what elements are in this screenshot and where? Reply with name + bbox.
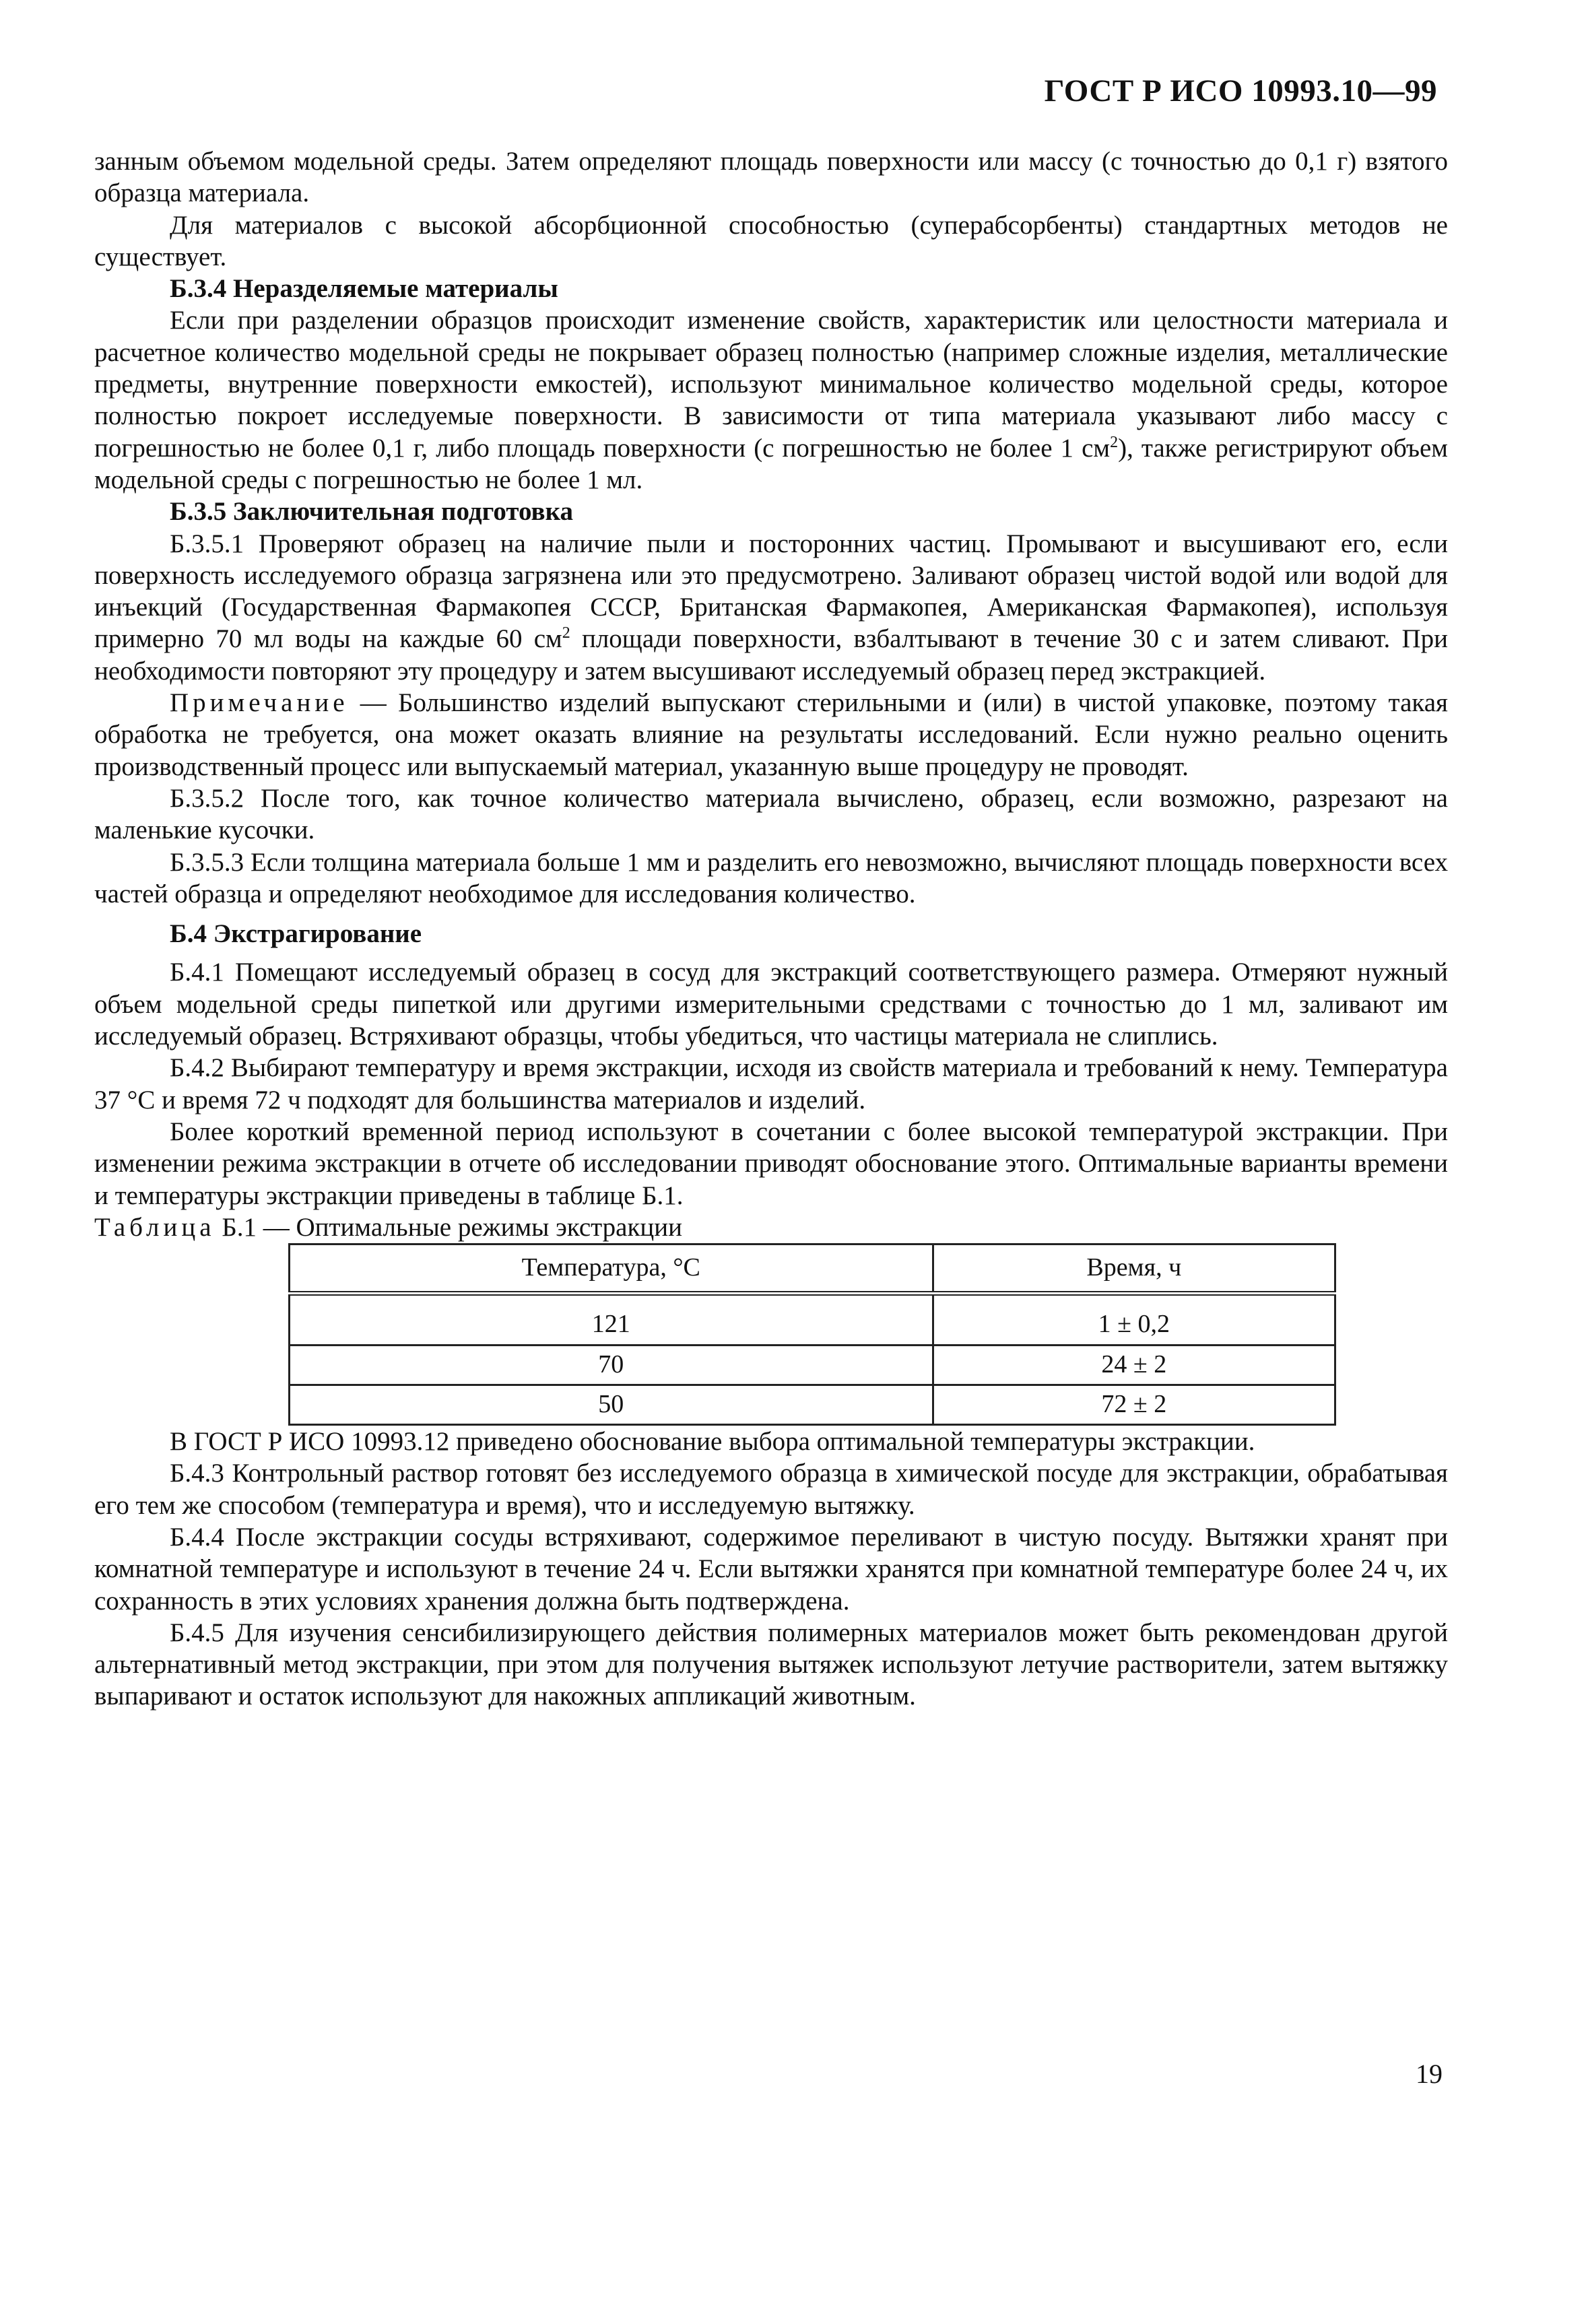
section-heading-b34: Б.3.4 Неразделяемые материалы <box>170 274 558 304</box>
table-cell: 72 ± 2 <box>933 1385 1335 1425</box>
paragraph: Б.3.5.2 После того, как точное количество материала вычислено, образец, если возможно, разрезают на маленькие кусочки. <box>94 783 1448 845</box>
section-heading-b35: Б.3.5 Заключительная подготовка <box>170 497 573 527</box>
paragraph: Б.4.5 Для изучения сенсибилизирующего действия полимерных материалов может быть рекомендован другой альтернативный метод экстракции, при этом для получения вытяжек используют летучие растворители, затем вытяжку выпаривают и остаток используют для накожных аппликаций животным. <box>94 1618 1448 1711</box>
table-cell: 70 <box>290 1346 933 1385</box>
table-header-row <box>290 1244 1335 1294</box>
note-text: — Большинство изделий выпускают стерильными и (или) в чистой упаковке, поэтому такая обработка не требуется, она может оказать влияние на результаты исследований. Если нужно реально оценить производственный процесс или выпускаемый материал, указанную выше процедуру не проводят. <box>94 688 1448 781</box>
document-header: ГОСТ Р ИСО 10993.10—99 <box>1044 73 1437 108</box>
section-heading-b4: Б.4 Экстрагирование <box>170 919 422 949</box>
paragraph: В ГОСТ Р ИСО 10993.12 приведено обоснование выбора оптимальной температуры экстракции. <box>170 1427 1255 1457</box>
table-container <box>288 1243 1336 1426</box>
page-number: 19 <box>1416 2059 1443 2089</box>
paragraph: занным объемом модельной среды. Затем определяют площадь поверхности или массу (с точностью до 0,1 г) взятого образца материала. <box>94 147 1448 208</box>
table-cell: 24 ± 2 <box>933 1346 1335 1385</box>
table-cell: 50 <box>290 1385 933 1425</box>
note-label: Примечание <box>170 688 349 718</box>
paragraph: Б.4.2 Выбирают температуру и время экстракции, исходя из свойств материала и требований к нему. Температура 37 °С и время 72 ч подходят для большинства материалов и изделий. <box>94 1053 1448 1115</box>
table-row <box>290 1346 1335 1385</box>
paragraph: Б.4.3 Контрольный раствор готовят без исследуемого образца в химической посуде для экстракции, обрабатывая его тем же способом (температура и время), что и исследуемую вытяжку. <box>94 1459 1448 1520</box>
paragraph: Б.3.5.1 Проверяют образец на наличие пыли и посторонних частиц. Промывают и высушивают его, если поверхность исследуемого образца загрязнена или это предусмотрено. Заливают образец чистой водой или водой для инъекций (Государственная Фармакопея СССР, Британская Фармакопея, Американская Фармакопея), используя примерно 70 мл воды на каждые 60 $см^2$ площади поверхности, взбалтывают в течение 30 с и затем сливают. При необходимости повторяют эту процедуру и затем высушивают исследуемый образец перед экстракцией. <box>94 529 1448 686</box>
table-cell: 121 <box>290 1294 933 1346</box>
table-header-cell: Время, ч <box>933 1244 1335 1294</box>
table-cell: 1 ± 0,2 <box>933 1294 1335 1346</box>
table-row <box>290 1385 1335 1425</box>
extraction-modes-table <box>288 1243 1336 1426</box>
paragraph: Если при разделении образцов происходит изменение свойств, характеристик или целостности материала и расчетное количество модельной среды не покрывает образец полностью (например сложные изделия, металлические предметы, внутренние поверхности емкостей), используют минимальное количество модельной среды, которое полностью покроет исследуемые поверхности. В зависимости от типа материала указывают либо массу с погрешностью не более 0,1 г, либо площадь поверхности (с погрешностью не более 1 $см^2$), также регистрируют объем модельной среды с погрешностью не более 1 мл. <box>94 306 1448 494</box>
table-row <box>290 1294 1335 1346</box>
paragraph: Б.3.5.3 Если толщина материала больше 1 мм и разделить его невозможно, вычисляют площадь поверхности всех частей образца и определяют необходимое для исследования количество. <box>94 847 1448 908</box>
paragraph: Более короткий временной период используют в сочетании с более высокой температурой экстракции. При изменении режима экстракции в отчете об исследовании приводят обоснование этого. Оптимальные варианты времени и температуры экстракции приведены в таблице Б.1. <box>94 1117 1448 1210</box>
table-header-cell: Температура, °С <box>290 1244 933 1294</box>
document-body <box>94 145 1448 1713</box>
paragraph: Б.4.4 После экстракции сосуды встряхивают, содержимое переливают в чистую посуду. Вытяжки хранят при комнатной температуре и используют в течение 24 ч. Если вытяжки хранятся при комнатной температуре более 24 ч, их сохранность в этих условиях хранения должна быть подтверждена. <box>94 1522 1448 1616</box>
table-caption: Таблица Б.1 — Оптимальные режимы экстракции <box>94 1212 683 1242</box>
paragraph: Б.4.1 Помещают исследуемый образец в сосуд для экстракций соответствующего размера. Отмеряют нужный объем модельной среды пипеткой или другими измерительными средствами с точностью до 1 мл, заливают им исследуемый образец. Встряхивают образцы, чтобы убедиться, что частицы материала не слиплись. <box>94 958 1448 1051</box>
paragraph: Для материалов с высокой абсорбционной способностью (суперабсорбенты) стандартных методов не существует. <box>94 210 1448 271</box>
note-paragraph <box>94 687 1448 783</box>
